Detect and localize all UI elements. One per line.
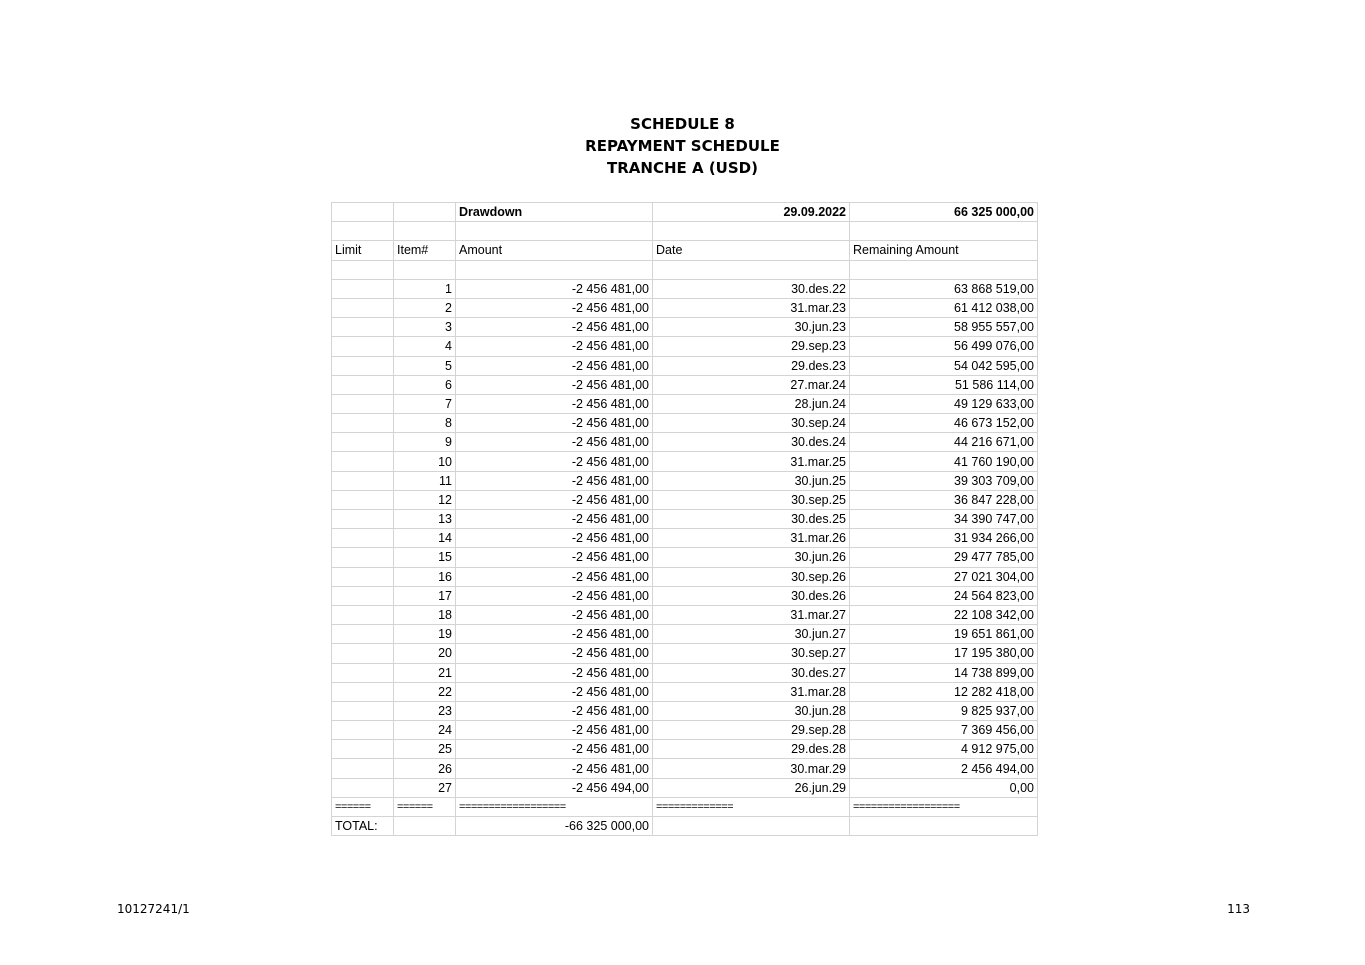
date-cell: 30.des.26 [653, 586, 850, 605]
date-cell: 30.sep.27 [653, 644, 850, 663]
separator-cell: ================== [850, 797, 1038, 816]
remaining-cell: 9 825 937,00 [850, 701, 1038, 720]
amount-cell: -2 456 481,00 [456, 567, 653, 586]
table-row [332, 625, 1038, 644]
remaining-cell: 4 912 975,00 [850, 740, 1038, 759]
limit-cell [332, 414, 394, 433]
limit-cell [332, 394, 394, 413]
limit-cell [332, 625, 394, 644]
blank-row [332, 222, 1038, 241]
date-cell: 30.des.27 [653, 663, 850, 682]
table-row [332, 375, 1038, 394]
table-row [332, 279, 1038, 298]
amount-cell: -2 456 481,00 [456, 759, 653, 778]
date-cell: 29.des.28 [653, 740, 850, 759]
limit-cell [332, 490, 394, 509]
table-cell [850, 817, 1038, 836]
remaining-cell: 12 282 418,00 [850, 682, 1038, 701]
table-row [332, 452, 1038, 471]
remaining-cell: 17 195 380,00 [850, 644, 1038, 663]
limit-cell [332, 433, 394, 452]
item-cell: 22 [394, 682, 456, 701]
remaining-cell: 31 934 266,00 [850, 529, 1038, 548]
date-cell: 31.mar.28 [653, 682, 850, 701]
table-row [332, 682, 1038, 701]
amount-cell: -2 456 481,00 [456, 490, 653, 509]
limit-cell [332, 510, 394, 529]
amount-cell: -2 456 481,00 [456, 394, 653, 413]
table-cell [653, 260, 850, 279]
table-cell [456, 222, 653, 241]
item-cell: 20 [394, 644, 456, 663]
remaining-cell: 34 390 747,00 [850, 510, 1038, 529]
remaining-cell: 27 021 304,00 [850, 567, 1038, 586]
item-cell: 21 [394, 663, 456, 682]
limit-cell [332, 605, 394, 624]
amount-cell: -2 456 494,00 [456, 778, 653, 797]
column-header-limit: Limit [332, 241, 394, 260]
item-cell: 18 [394, 605, 456, 624]
table-cell [332, 260, 394, 279]
blank-row [332, 260, 1038, 279]
table-row [332, 490, 1038, 509]
date-cell: 28.jun.24 [653, 394, 850, 413]
table-row [332, 586, 1038, 605]
date-cell: 30.jun.26 [653, 548, 850, 567]
date-cell: 30.des.25 [653, 510, 850, 529]
table-row [332, 433, 1038, 452]
remaining-cell: 36 847 228,00 [850, 490, 1038, 509]
limit-cell [332, 759, 394, 778]
item-cell: 3 [394, 318, 456, 337]
item-cell: 10 [394, 452, 456, 471]
amount-cell: -2 456 481,00 [456, 701, 653, 720]
table-cell [456, 260, 653, 279]
limit-cell [332, 452, 394, 471]
limit-cell [332, 644, 394, 663]
amount-cell: -2 456 481,00 [456, 682, 653, 701]
amount-cell: -2 456 481,00 [456, 433, 653, 452]
date-cell: 27.mar.24 [653, 375, 850, 394]
amount-cell: -2 456 481,00 [456, 337, 653, 356]
limit-cell [332, 548, 394, 567]
remaining-cell: 61 412 038,00 [850, 298, 1038, 317]
schedule-heading [0, 113, 1365, 179]
drawdown-date: 29.09.2022 [653, 203, 850, 222]
drawdown-row [332, 203, 1038, 222]
page-number: 113 [1227, 902, 1250, 916]
limit-cell [332, 701, 394, 720]
limit-cell [332, 298, 394, 317]
item-cell: 6 [394, 375, 456, 394]
item-cell: 15 [394, 548, 456, 567]
remaining-cell: 39 303 709,00 [850, 471, 1038, 490]
date-cell: 31.mar.26 [653, 529, 850, 548]
item-cell: 12 [394, 490, 456, 509]
limit-cell [332, 682, 394, 701]
date-cell: 30.mar.29 [653, 759, 850, 778]
table-row [332, 318, 1038, 337]
table-row [332, 510, 1038, 529]
remaining-cell: 58 955 557,00 [850, 318, 1038, 337]
column-header-amount: Amount [456, 241, 653, 260]
date-cell: 31.mar.23 [653, 298, 850, 317]
table-row [332, 356, 1038, 375]
item-cell: 9 [394, 433, 456, 452]
remaining-cell: 22 108 342,00 [850, 605, 1038, 624]
date-cell: 30.jun.27 [653, 625, 850, 644]
column-header-date: Date [653, 241, 850, 260]
limit-cell [332, 721, 394, 740]
total-amount: -66 325 000,00 [456, 817, 653, 836]
amount-cell: -2 456 481,00 [456, 663, 653, 682]
table-row [332, 298, 1038, 317]
table-row [332, 414, 1038, 433]
item-cell: 14 [394, 529, 456, 548]
remaining-cell: 44 216 671,00 [850, 433, 1038, 452]
table-row [332, 567, 1038, 586]
date-cell: 29.des.23 [653, 356, 850, 375]
table-cell [394, 817, 456, 836]
date-cell: 31.mar.27 [653, 605, 850, 624]
item-cell: 11 [394, 471, 456, 490]
amount-cell: -2 456 481,00 [456, 510, 653, 529]
date-cell: 30.sep.26 [653, 567, 850, 586]
limit-cell [332, 740, 394, 759]
table-row [332, 740, 1038, 759]
table-cell [394, 260, 456, 279]
table-row [332, 644, 1038, 663]
remaining-cell: 29 477 785,00 [850, 548, 1038, 567]
separator-cell: ============= [653, 797, 850, 816]
date-cell: 30.sep.24 [653, 414, 850, 433]
amount-cell: -2 456 481,00 [456, 586, 653, 605]
limit-cell [332, 529, 394, 548]
date-cell: 29.sep.28 [653, 721, 850, 740]
table-row [332, 529, 1038, 548]
amount-cell: -2 456 481,00 [456, 605, 653, 624]
item-cell: 24 [394, 721, 456, 740]
table-row [332, 759, 1038, 778]
remaining-cell: 0,00 [850, 778, 1038, 797]
header-row [332, 241, 1038, 260]
table-row [332, 337, 1038, 356]
date-cell: 30.jun.25 [653, 471, 850, 490]
amount-cell: -2 456 481,00 [456, 644, 653, 663]
limit-cell [332, 471, 394, 490]
amount-cell: -2 456 481,00 [456, 279, 653, 298]
remaining-cell: 24 564 823,00 [850, 586, 1038, 605]
item-cell: 17 [394, 586, 456, 605]
date-cell: 30.des.22 [653, 279, 850, 298]
item-cell: 26 [394, 759, 456, 778]
remaining-cell: 51 586 114,00 [850, 375, 1038, 394]
table-row [332, 663, 1038, 682]
remaining-cell: 54 042 595,00 [850, 356, 1038, 375]
table-row [332, 778, 1038, 797]
remaining-cell: 41 760 190,00 [850, 452, 1038, 471]
amount-cell: -2 456 481,00 [456, 298, 653, 317]
date-cell: 30.des.24 [653, 433, 850, 452]
limit-cell [332, 567, 394, 586]
table-cell [394, 222, 456, 241]
table-row [332, 548, 1038, 567]
amount-cell: -2 456 481,00 [456, 356, 653, 375]
drawdown-amount: 66 325 000,00 [850, 203, 1038, 222]
item-cell: 1 [394, 279, 456, 298]
table-cell [850, 260, 1038, 279]
repayment-table [331, 202, 1038, 836]
limit-cell [332, 586, 394, 605]
remaining-cell: 19 651 861,00 [850, 625, 1038, 644]
date-cell: 29.sep.23 [653, 337, 850, 356]
remaining-cell: 14 738 899,00 [850, 663, 1038, 682]
remaining-cell: 49 129 633,00 [850, 394, 1038, 413]
remaining-cell: 2 456 494,00 [850, 759, 1038, 778]
item-cell: 5 [394, 356, 456, 375]
table-row [332, 721, 1038, 740]
limit-cell [332, 337, 394, 356]
schedule-title: SCHEDULE 8 [630, 115, 735, 133]
limit-cell [332, 375, 394, 394]
remaining-cell: 56 499 076,00 [850, 337, 1038, 356]
table-cell [850, 222, 1038, 241]
item-cell: 19 [394, 625, 456, 644]
separator-cell: ================== [456, 797, 653, 816]
amount-cell: -2 456 481,00 [456, 375, 653, 394]
amount-cell: -2 456 481,00 [456, 452, 653, 471]
table-row [332, 394, 1038, 413]
table-row [332, 471, 1038, 490]
amount-cell: -2 456 481,00 [456, 721, 653, 740]
drawdown-label: Drawdown [456, 203, 653, 222]
item-cell: 7 [394, 394, 456, 413]
item-cell: 8 [394, 414, 456, 433]
amount-cell: -2 456 481,00 [456, 471, 653, 490]
date-cell: 30.sep.25 [653, 490, 850, 509]
column-header-remaining: Remaining Amount [850, 241, 1038, 260]
document-reference: 10127241/1 [117, 902, 190, 916]
table-cell [332, 222, 394, 241]
amount-cell: -2 456 481,00 [456, 740, 653, 759]
total-row [332, 817, 1038, 836]
date-cell: 30.jun.23 [653, 318, 850, 337]
remaining-cell: 63 868 519,00 [850, 279, 1038, 298]
separator-row [332, 797, 1038, 816]
remaining-cell: 7 369 456,00 [850, 721, 1038, 740]
separator-cell: ====== [332, 797, 394, 816]
item-cell: 27 [394, 778, 456, 797]
amount-cell: -2 456 481,00 [456, 529, 653, 548]
table-cell [653, 222, 850, 241]
limit-cell [332, 356, 394, 375]
item-cell: 13 [394, 510, 456, 529]
table-cell [332, 203, 394, 222]
amount-cell: -2 456 481,00 [456, 318, 653, 337]
limit-cell [332, 318, 394, 337]
limit-cell [332, 663, 394, 682]
item-cell: 4 [394, 337, 456, 356]
table-row [332, 605, 1038, 624]
item-cell: 23 [394, 701, 456, 720]
table-cell [653, 817, 850, 836]
amount-cell: -2 456 481,00 [456, 548, 653, 567]
limit-cell [332, 778, 394, 797]
item-cell: 2 [394, 298, 456, 317]
table-row [332, 701, 1038, 720]
date-cell: 30.jun.28 [653, 701, 850, 720]
amount-cell: -2 456 481,00 [456, 414, 653, 433]
amount-cell: -2 456 481,00 [456, 625, 653, 644]
separator-cell: ====== [394, 797, 456, 816]
table-cell [394, 203, 456, 222]
date-cell: 31.mar.25 [653, 452, 850, 471]
total-label: TOTAL: [332, 817, 394, 836]
item-cell: 16 [394, 567, 456, 586]
remaining-cell: 46 673 152,00 [850, 414, 1038, 433]
tranche-title: TRANCHE A (USD) [607, 159, 758, 177]
item-cell: 25 [394, 740, 456, 759]
schedule-subtitle: REPAYMENT SCHEDULE [585, 137, 780, 155]
date-cell: 26.jun.29 [653, 778, 850, 797]
column-header-item: Item# [394, 241, 456, 260]
limit-cell [332, 279, 394, 298]
